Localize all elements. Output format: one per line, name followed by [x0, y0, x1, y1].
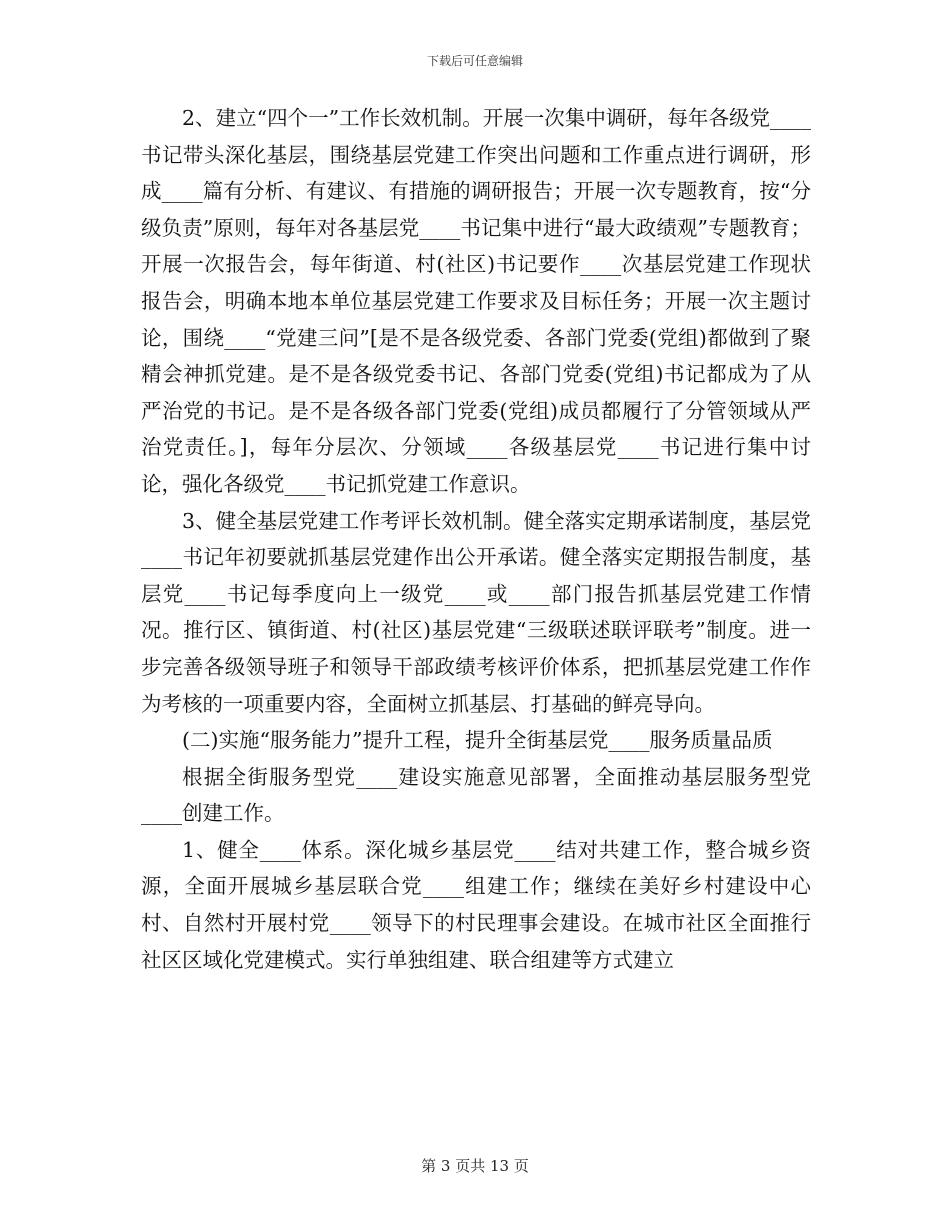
paragraph-mechanism-four-ones: 2、建立“四个一”工作长效机制。开展一次集中调研，每年各级党____书记带头深化基层，围绕基层党建工作突出问题和工作重点进行调研，形成____篇有分析、有建议、有措施的调研报告；开展一次专题教育，按“分级负责”原则，每年对各基层党____书记集中进行“最大政绩观”专题教育；开展一次报告会，每年街道、村(社区)书记要作____次基层党建工作现状报告会，明确本地本单位基层党建工作要求及目标任务；开展一次主题讨论，围绕____“党建三问”[是不是各级党委、各部门党委(党组)都做到了聚精会神抓党建。是不是各级党委书记、各部门党委(党组)书记都成为了从严治党的书记。是不是各级各部门党委(党组)成员都履行了分管领域从严治党责任。]，每年分层次、分领域____各级基层党____书记进行集中讨论，强化各级党____书记抓党建工作意识。 [141, 106, 811, 496]
paragraph-system-improvement: 1、健全____体系。深化城乡基层党____结对共建工作，整合城乡资源，全面开展城乡基层联合党____组建工作；继续在美好乡村建设中心村、自然村开展村党____领导下的村民理事会建设。在城市社区全面推行社区区域化党建模式。实行单独组建、联合组建等方式建立 [141, 837, 811, 972]
document-body [141, 100, 811, 978]
paragraph-service-deployment: 根据全街服务型党____建设实施意见部署，全面推动基层服务型党____创建工作。 [141, 764, 811, 826]
page-header: 下载后可任意编辑 [426, 54, 523, 68]
section-heading-service-capability: (二)实施“服务能力”提升工程，提升全街基层党____服务质量品质 [182, 728, 773, 753]
page-footer: 第 3 页共 13 页 [421, 1157, 529, 1175]
paragraph-evaluation-mechanism: 3、健全基层党建工作考评长效机制。健全落实定期承诺制度，基层党____书记年初要就抓基层党建作出公开承诺。健全落实定期报告制度，基层党____书记每季度向上一级党____或____部门报告抓基层党建工作情况。推行区、镇街道、村(社区)基层党建“三级联述联评联考”制度。进一步完善各级领导班子和领导干部政绩考核评价体系，把抓基层党建工作作为考核的一项重要内容，全面树立抓基层、打基础的鲜亮导向。 [141, 508, 811, 716]
